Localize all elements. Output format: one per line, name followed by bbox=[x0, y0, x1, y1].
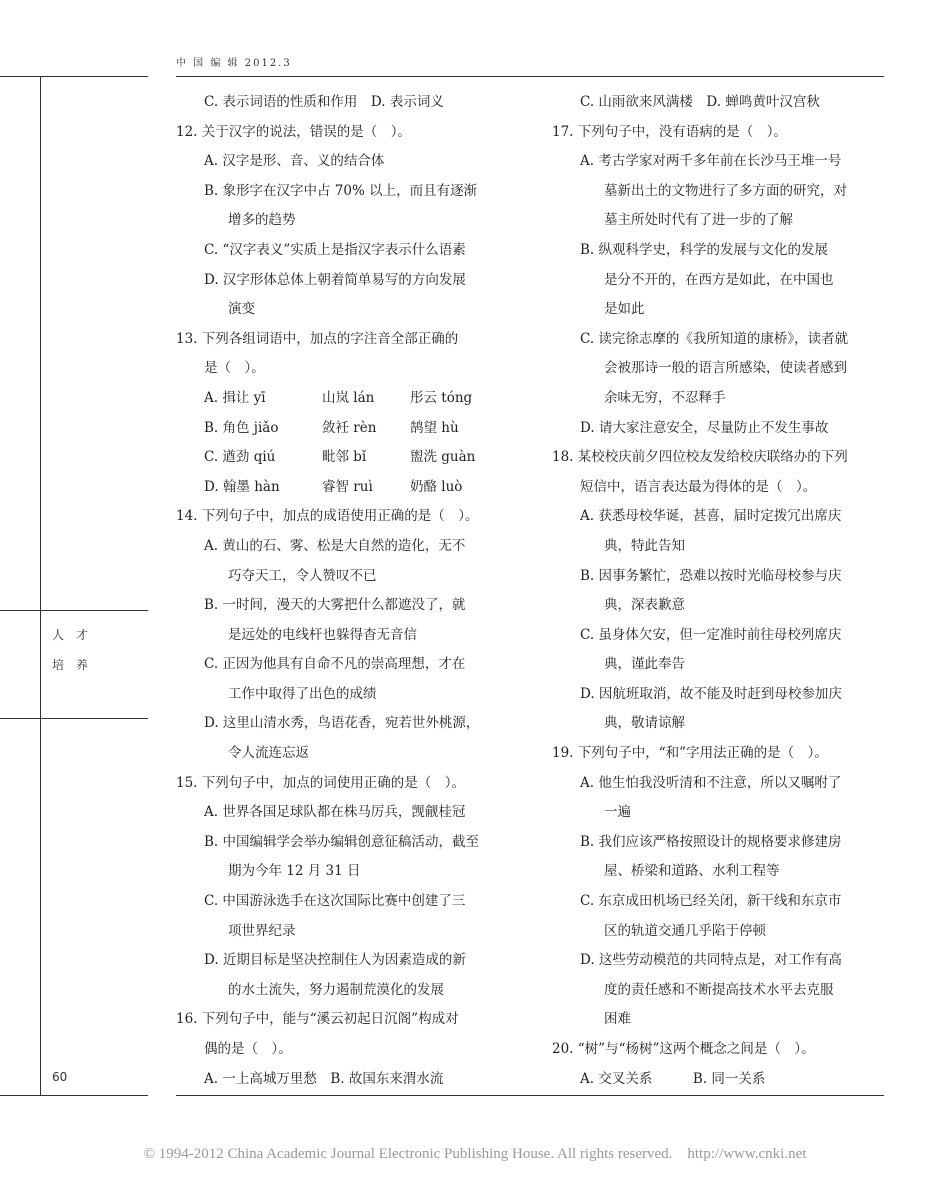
sidebar-section-rule-bottom bbox=[0, 718, 148, 719]
text-line: D. 汉字形体总体上朝着简单易写的方向发展 bbox=[204, 271, 466, 288]
question-line: 12. 关于汉字的说法，错误的是（ ）。 bbox=[176, 123, 412, 140]
text-line: 工作中取得了出色的成绩 bbox=[228, 685, 377, 702]
question-line: 17. 下列句子中，没有语病的是（ ）。 bbox=[552, 123, 788, 140]
text-line: B. 因事务繁忙，恐难以按时光临母校参与庆 bbox=[580, 567, 842, 584]
text-line: 墓主所处时代有了进一步的了解 bbox=[604, 212, 793, 229]
text-line: A. 黄山的石、雾、松是大自然的造化，无不 bbox=[204, 537, 466, 554]
text-line: 一遍 bbox=[604, 804, 631, 821]
text-line: D. 请大家注意安全，尽量防止不发生事故 bbox=[580, 419, 829, 436]
text-line: 屋、桥梁和道路、水利工程等 bbox=[604, 863, 780, 880]
pinyin-item: D. 翰墨 hàn bbox=[204, 478, 280, 495]
text-line: 余味无穷，不忍释手 bbox=[604, 389, 726, 406]
question-line: 19. 下列句子中，“和”字用法正确的是（ ）。 bbox=[552, 745, 828, 762]
sidebar-rule bbox=[40, 76, 41, 1096]
text-line: 区的轨道交通几乎陷于停顿 bbox=[604, 922, 766, 939]
text-line: 是远处的电线杆也躲得杳无音信 bbox=[228, 626, 417, 643]
running-header bbox=[176, 54, 292, 69]
text-line: A. 世界各国足球队都在株马厉兵，觊觎桂冠 bbox=[204, 804, 466, 821]
text-line: D. 这些劳动模范的共同特点是，对工作有高 bbox=[580, 952, 842, 969]
text-line: A. 获悉母校华诞，甚喜，届时定拨冗出席庆 bbox=[580, 508, 842, 525]
text-line: 度的责任感和不断提高技术水平去克服 bbox=[604, 981, 834, 998]
text-line: B. 纵观科学史，科学的发展与文化的发展 bbox=[580, 241, 829, 258]
text-line: B. 我们应该严格按照设计的规格要求修建房 bbox=[580, 833, 842, 850]
pinyin-item: B. 角色 jiǎo bbox=[204, 419, 279, 436]
question-line: 13. 下列各组词语中，加点的字注音全部正确的 bbox=[176, 330, 459, 347]
text-line: A. 一上高城万里愁 B. 故国东来渭水流 bbox=[204, 1070, 444, 1087]
text-line: 典，特此告知 bbox=[604, 537, 685, 554]
text-line: C. 山雨欲来风满楼 D. 蝉鸣黄叶汉宫秋 bbox=[580, 94, 820, 110]
pinyin-option-line bbox=[176, 384, 516, 414]
text-line: 演变 bbox=[228, 301, 255, 318]
pinyin-item: 毗邻 bǐ bbox=[322, 449, 367, 466]
header-rule bbox=[176, 76, 884, 77]
footer-rule bbox=[176, 1095, 884, 1096]
text-line: 典，谨此奉告 bbox=[604, 656, 685, 673]
text-line: 典，敬请谅解 bbox=[604, 715, 685, 732]
pinyin-item: A. 揖让 yī bbox=[204, 389, 266, 406]
pinyin-item: 山岚 lán bbox=[322, 389, 375, 406]
text-line: 巧夺天工，令人赞叹不已 bbox=[228, 567, 377, 584]
pinyin-item: 敛衽 rèn bbox=[322, 419, 377, 436]
column-name-1: 人 才 bbox=[52, 628, 92, 642]
right-column bbox=[552, 88, 892, 1094]
text-line: 是（ ）。 bbox=[204, 360, 265, 377]
text-line: 增多的趋势 bbox=[228, 212, 296, 229]
sidebar-section-rule-top bbox=[0, 610, 148, 611]
journal-name: 中 国 编 辑 bbox=[176, 58, 240, 69]
text-line: D. 因航班取消，故不能及时赶到母校参加庆 bbox=[580, 685, 842, 702]
pinyin-item: 盥洗 guàn bbox=[410, 449, 476, 466]
question-line: 20. “树”与“杨树”这两个概念之间是（ ）。 bbox=[552, 1041, 815, 1057]
pinyin-item: 鹄望 hù bbox=[410, 419, 459, 436]
text-line: D. 这里山清水秀，鸟语花香，宛若世外桃源， bbox=[204, 715, 480, 732]
text-line: 是分不开的，在西方是如此，在中国也 bbox=[604, 271, 834, 288]
text-line: 墓新出土的文物进行了多方面的研究，对 bbox=[604, 182, 847, 199]
pinyin-item: 睿智 ruì bbox=[322, 478, 373, 495]
text-line: C. 正因为他具有自命不凡的崇高理想，才在 bbox=[204, 656, 466, 673]
question-line: 18. 某校校庆前夕四位校友发给校庆联络办的下列 bbox=[552, 449, 848, 466]
column-name-2: 培 养 bbox=[52, 658, 92, 672]
text-line: B. 象形字在汉字中占 70% 以上，而且有逐渐 bbox=[204, 182, 478, 199]
header-rule-left bbox=[0, 76, 148, 77]
text-line: 期为今年 12 月 31 日 bbox=[228, 863, 361, 880]
text-line: C. 中国游泳选手在这次国际比赛中创建了三 bbox=[204, 893, 466, 910]
issue-number: 2012.3 bbox=[244, 58, 292, 69]
pinyin-item: 奶酪 luò bbox=[410, 478, 463, 495]
text-line: A. 交叉关系 B. 同一关系 bbox=[580, 1070, 766, 1087]
text-line: 项世界纪录 bbox=[228, 922, 296, 939]
text-line: C. “汉字表义”实质上是指汉字表示什么语素 bbox=[204, 241, 466, 258]
text-line: 短信中，语言表达最为得体的是（ ）。 bbox=[580, 478, 817, 495]
pinyin-option-line bbox=[176, 443, 516, 473]
question-line: 15. 下列句子中，加点的词使用正确的是（ ）。 bbox=[176, 774, 466, 791]
text-line: B. 中国编辑学会举办编辑创意征稿活动，截至 bbox=[204, 833, 480, 850]
text-line: 偶的是（ ）。 bbox=[204, 1041, 292, 1057]
pinyin-item: C. 遒劲 qiú bbox=[204, 449, 276, 466]
text-line: A. 他生怕我没听清和不注意，所以又嘱咐了 bbox=[580, 774, 842, 791]
pinyin-option-line bbox=[176, 414, 516, 444]
page-number: 60 bbox=[52, 1070, 68, 1084]
copyright-footer: © 1994-2012 China Academic Journal Electronic Publishing House. All rights reserved. http://www.cnki.net bbox=[143, 1146, 807, 1162]
pinyin-item: 彤云 tóng bbox=[410, 389, 473, 406]
text-line: A. 汉字是形、音、义的结合体 bbox=[204, 153, 385, 170]
text-line: 令人流连忘返 bbox=[228, 745, 309, 762]
question-line: 14. 下列句子中，加点的成语使用正确的是（ ）。 bbox=[176, 508, 479, 525]
pinyin-option-line bbox=[176, 473, 516, 503]
text-line: 是如此 bbox=[604, 301, 645, 318]
text-line: C. 表示词语的性质和作用 D. 表示词义 bbox=[204, 94, 444, 110]
text-line: B. 一时间，漫天的大雾把什么都遮没了，就 bbox=[204, 597, 466, 614]
text-line: D. 近期目标是坚决控制住人为因素造成的新 bbox=[204, 952, 466, 969]
text-line: 困难 bbox=[604, 1011, 631, 1028]
text-line: C. 东京成田机场已经关闭，新干线和东京市 bbox=[580, 893, 842, 910]
left-column bbox=[176, 88, 516, 1094]
footer-rule-left bbox=[0, 1095, 148, 1096]
text-line: C. 虽身体欠安，但一定准时前往母校列席庆 bbox=[580, 626, 842, 643]
text-line: A. 考古学家对两千多年前在长沙马王堆一号 bbox=[580, 153, 842, 170]
text-line: 典，深表歉意 bbox=[604, 597, 685, 614]
text-line: 的水土流失，努力遏制荒漠化的发展 bbox=[228, 981, 444, 998]
text-line: 会被那诗一般的语言所感染，使读者感到 bbox=[604, 360, 847, 377]
text-line: C. 读完徐志摩的《我所知道的康桥》，读者就 bbox=[580, 330, 849, 347]
question-line: 16. 下列句子中，能与“溪云初起日沉阁”构成对 bbox=[176, 1011, 459, 1028]
